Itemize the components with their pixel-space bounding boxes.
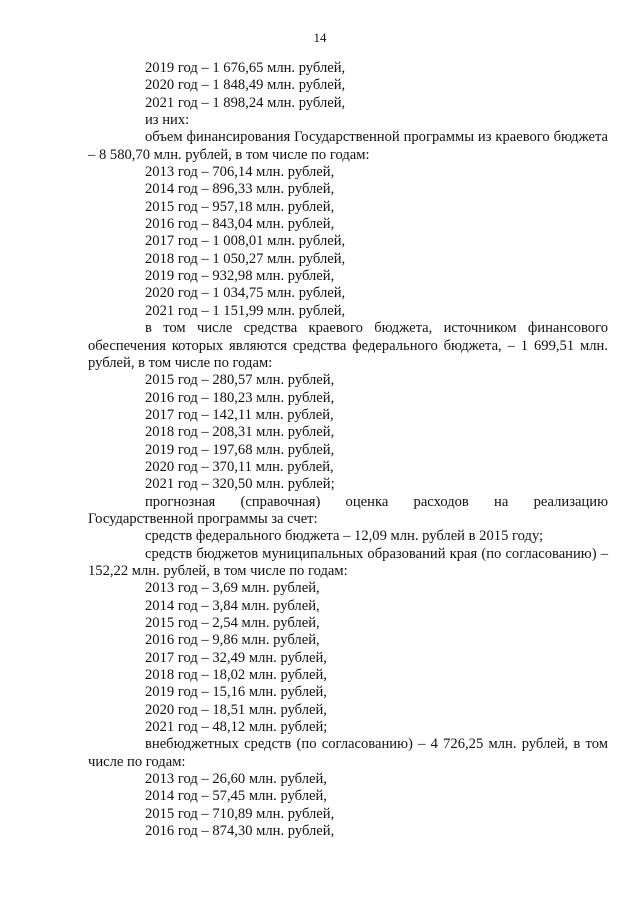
funding-line: 2015 год – 2,54 млн. рублей,	[145, 615, 320, 631]
page-number: 14	[313, 30, 327, 45]
federal-budget-paragraph: средств федерального бюджета – 12,09 млн. рублей в 2015 году;	[145, 528, 544, 545]
funding-line: 2016 год – 180,23 млн. рублей,	[145, 389, 335, 406]
extrabudgetary-paragraph: внебюджетных средств (по согласованию) – 4 726,25 млн. рублей, в том числе по годам:	[88, 736, 608, 770]
forecast-estimate-paragraph: прогнозная (справочная) оценка расходов на реализацию Государственной программы за счет:	[88, 493, 608, 527]
funding-line: 2017 год – 1 008,01 млн. рублей,	[145, 233, 346, 250]
regional-budget-paragraph: объем финансирования Государственной программы из краевого бюджета – 8 580,70 млн. рублей, в том числе по годам:	[88, 129, 608, 163]
funding-line: 2013 год – 3,69 млн. рублей,	[145, 580, 320, 597]
funding-line: 2014 год – 3,84 млн. рублей,	[145, 597, 320, 614]
funding-line: 2019 год – 1 676,65 млн. рублей,	[145, 60, 346, 76]
funding-line: 2020 год – 1 848,49 млн. рублей,	[145, 77, 346, 94]
funding-line: 2015 год – 710,89 млн. рублей,	[145, 805, 335, 822]
funding-line: 2013 год – 26,60 млн. рублей,	[145, 771, 327, 788]
funding-line: 2018 год – 208,31 млн. рублей,	[145, 424, 335, 441]
funding-line: 2018 год – 18,02 млн. рублей,	[145, 667, 327, 684]
municipal-budget-paragraph: средств бюджетов муниципальных образований края (по согласованию) – 152,22 млн. рублей, в том числе по годам:	[88, 545, 608, 579]
funding-line: 2021 год – 48,12 млн. рублей;	[145, 719, 328, 736]
funding-line: 2021 год – 320,50 млн. рублей;	[145, 476, 335, 493]
funding-line: 2019 год – 932,98 млн. рублей,	[145, 268, 335, 285]
funding-line: 2019 год – 197,68 млн. рублей,	[145, 441, 335, 458]
funding-line: 2017 год – 142,11 млн. рублей,	[145, 406, 334, 423]
document-body	[88, 60, 608, 840]
funding-line: 2020 год – 370,11 млн. рублей,	[145, 458, 334, 475]
funding-line: 2015 год – 957,18 млн. рублей,	[145, 198, 335, 215]
funding-line: 2019 год – 15,16 млн. рублей,	[145, 684, 327, 701]
funding-line: 2017 год – 32,49 млн. рублей,	[145, 649, 327, 666]
funding-line: 2014 год – 57,45 млн. рублей,	[145, 788, 327, 805]
section-intro-line: из них:	[145, 112, 190, 129]
funding-line: 2021 год – 1 898,24 млн. рублей,	[145, 94, 346, 111]
funding-line: 2016 год – 874,30 млн. рублей,	[145, 823, 335, 840]
funding-line: 2015 год – 280,57 млн. рублей,	[145, 372, 335, 389]
federal-source-paragraph: в том числе средства краевого бюджета, источником финансового обеспечения которых являются средства федерального бюджета, – 1 699,51 млн. рублей, в том числе по годам:	[88, 320, 608, 371]
funding-line: 2021 год – 1 151,99 млн. рублей,	[145, 302, 346, 319]
funding-line: 2018 год – 1 050,27 млн. рублей,	[145, 250, 346, 267]
funding-line: 2020 год – 1 034,75 млн. рублей,	[145, 285, 346, 302]
funding-line: 2013 год – 706,14 млн. рублей,	[145, 164, 335, 181]
funding-line: 2014 год – 896,33 млн. рублей,	[145, 181, 335, 198]
funding-line: 2020 год – 18,51 млн. рублей,	[145, 701, 327, 718]
funding-line: 2016 год – 843,04 млн. рублей,	[145, 216, 335, 233]
funding-line: 2016 год – 9,86 млн. рублей,	[145, 632, 320, 649]
